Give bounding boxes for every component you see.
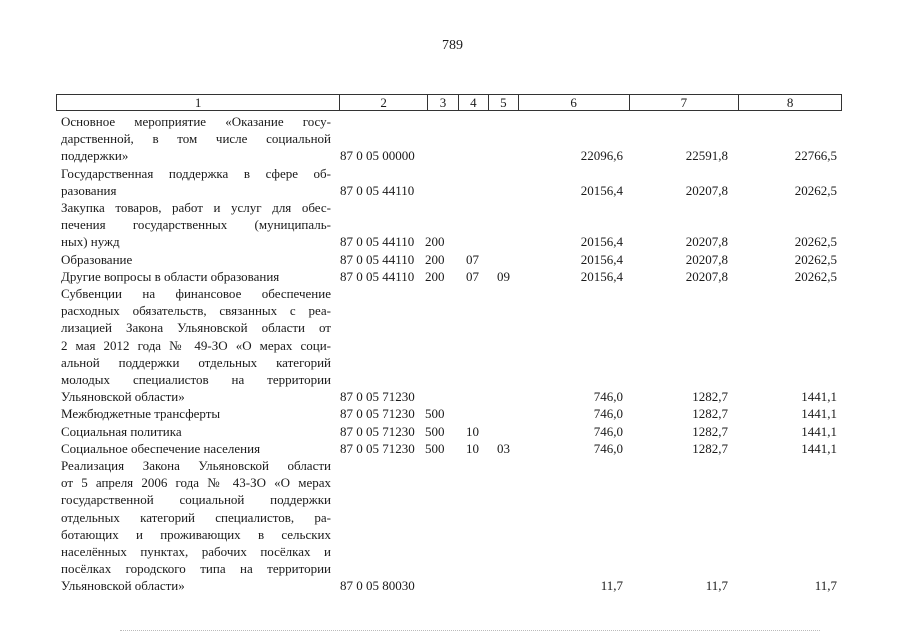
description-line: дарственной, в том числе социальной (61, 131, 331, 147)
description-line: Закупка товаров, работ и услуг для обес- (61, 200, 331, 215)
row-col-3: 500 (425, 406, 445, 422)
row-value-6: 746,0 (593, 423, 623, 439)
description-line: государственной социальной поддержки (61, 492, 331, 508)
header-col-8: 8 (786, 95, 794, 110)
row-value-7: 1282,7 (692, 423, 728, 439)
row-value-6: 22096,6 (580, 148, 623, 164)
description-line: лизацией Закона Ульяновской области от (61, 320, 331, 336)
row-code: 87 0 05 80030 (340, 578, 415, 594)
row-value-8: 20262,5 (794, 251, 837, 267)
row-description (61, 113, 331, 165)
header-col-1: 1 (57, 95, 340, 110)
row-value-7: 20207,8 (685, 268, 728, 284)
header-col-2: 2 (340, 95, 428, 110)
row-col-3: 500 (425, 440, 445, 456)
row-value-7: 11,7 (705, 578, 728, 594)
row-code: 87 0 05 71230 (340, 423, 415, 439)
row-description (61, 199, 331, 251)
row-col-4: 07 (466, 268, 479, 284)
table-header (56, 94, 842, 111)
row-value-8: 1441,1 (801, 423, 837, 439)
description-line: Государственная поддержка в сфере об- (61, 165, 331, 181)
description-line: ных) нужд (61, 234, 120, 250)
row-code: 87 0 05 44110 (340, 234, 415, 250)
row-value-7: 1282,7 (692, 406, 728, 422)
description-line: Реализация Закона Ульяновской области (61, 458, 331, 473)
header-col-6: 6 (519, 95, 630, 110)
description-line: Межбюджетные трансферты (61, 406, 221, 422)
row-value-7: 1282,7 (692, 389, 728, 405)
description-line: посёлках городского типа на территории (61, 561, 331, 577)
description-line: печения государственных (муниципаль- (61, 217, 331, 233)
row-col-3: 200 (425, 268, 445, 284)
header-col-4: 4 (459, 95, 489, 110)
description-line: Социальная политика (61, 423, 182, 439)
row-value-6: 20156,4 (580, 182, 623, 198)
row-value-8: 1441,1 (801, 389, 837, 405)
row-code: 87 0 05 44110 (340, 268, 415, 284)
row-col-4: 07 (466, 251, 479, 267)
row-value-8: 20262,5 (794, 268, 837, 284)
row-value-8: 11,7 (814, 578, 837, 594)
row-value-6: 746,0 (593, 406, 623, 422)
row-col-3: 500 (425, 423, 445, 439)
description-line: Социальное обеспечение населения (61, 440, 261, 456)
row-description (61, 268, 331, 285)
row-value-7: 1282,7 (692, 440, 728, 456)
row-value-6: 20156,4 (580, 268, 623, 284)
row-col-3: 200 (425, 251, 445, 267)
row-col-5: 03 (497, 440, 510, 456)
description-line: ботающих и проживающих в сельских (61, 526, 331, 542)
row-description (61, 423, 331, 440)
header-col-5: 5 (489, 95, 519, 110)
row-description (61, 251, 331, 268)
row-value-7: 20207,8 (685, 234, 728, 250)
row-code: 87 0 05 71230 (340, 389, 415, 405)
row-code: 87 0 05 44110 (340, 251, 415, 267)
description-line: поддержки» (61, 148, 129, 164)
row-value-6: 20156,4 (580, 251, 623, 267)
row-col-3: 200 (425, 234, 445, 250)
row-value-8: 1441,1 (801, 440, 837, 456)
description-line: Субвенции на финансовое обеспечение (61, 286, 331, 301)
row-value-6: 20156,4 (580, 234, 623, 250)
row-value-8: 22766,5 (794, 148, 837, 164)
description-line: отдельных категорий специалистов, ра- (61, 509, 331, 525)
row-code: 87 0 05 71230 (340, 440, 415, 456)
row-col-4: 10 (466, 440, 479, 456)
row-code: 87 0 05 00000 (340, 148, 415, 164)
row-code: 87 0 05 44110 (340, 182, 415, 198)
description-line: Основное мероприятие «Оказание госу- (61, 114, 331, 129)
description-line: 2 мая 2012 года № 49-ЗО «О мерах соци- (61, 337, 331, 353)
row-value-7: 20207,8 (685, 251, 728, 267)
row-value-7: 22591,8 (685, 148, 728, 164)
description-line: Другие вопросы в области образования (61, 268, 280, 284)
row-description (61, 285, 331, 405)
row-value-8: 1441,1 (801, 406, 837, 422)
header-col-7: 7 (630, 95, 740, 110)
row-code: 87 0 05 71230 (340, 406, 415, 422)
description-line: Ульяновской области» (61, 578, 185, 594)
description-line: разования (61, 182, 117, 198)
description-line: расходных обязательств, связанных с реа- (61, 303, 331, 319)
description-line: населённых пунктах, рабочих посёлках и (61, 543, 331, 559)
row-value-6: 11,7 (600, 578, 623, 594)
header-col-3: 3 (428, 95, 459, 110)
row-col-4: 10 (466, 423, 479, 439)
page-number: 789 (442, 38, 463, 53)
description-line: Образование (61, 251, 133, 267)
scan-artifact-line (120, 630, 820, 633)
row-col-5: 09 (497, 268, 510, 284)
row-value-7: 20207,8 (685, 182, 728, 198)
row-description (61, 440, 331, 457)
row-value-6: 746,0 (593, 389, 623, 405)
row-value-6: 746,0 (593, 440, 623, 456)
row-value-8: 20262,5 (794, 182, 837, 198)
description-line: молодых специалистов на территории (61, 371, 331, 387)
row-value-8: 20262,5 (794, 234, 837, 250)
row-description (61, 405, 331, 422)
row-description (61, 457, 331, 595)
row-description (61, 165, 331, 199)
description-line: альной поддержки отдельных категорий (61, 354, 331, 370)
description-line: от 5 апреля 2006 года № 43-ЗО «О мерах (61, 475, 331, 491)
description-line: Ульяновской области» (61, 389, 185, 405)
